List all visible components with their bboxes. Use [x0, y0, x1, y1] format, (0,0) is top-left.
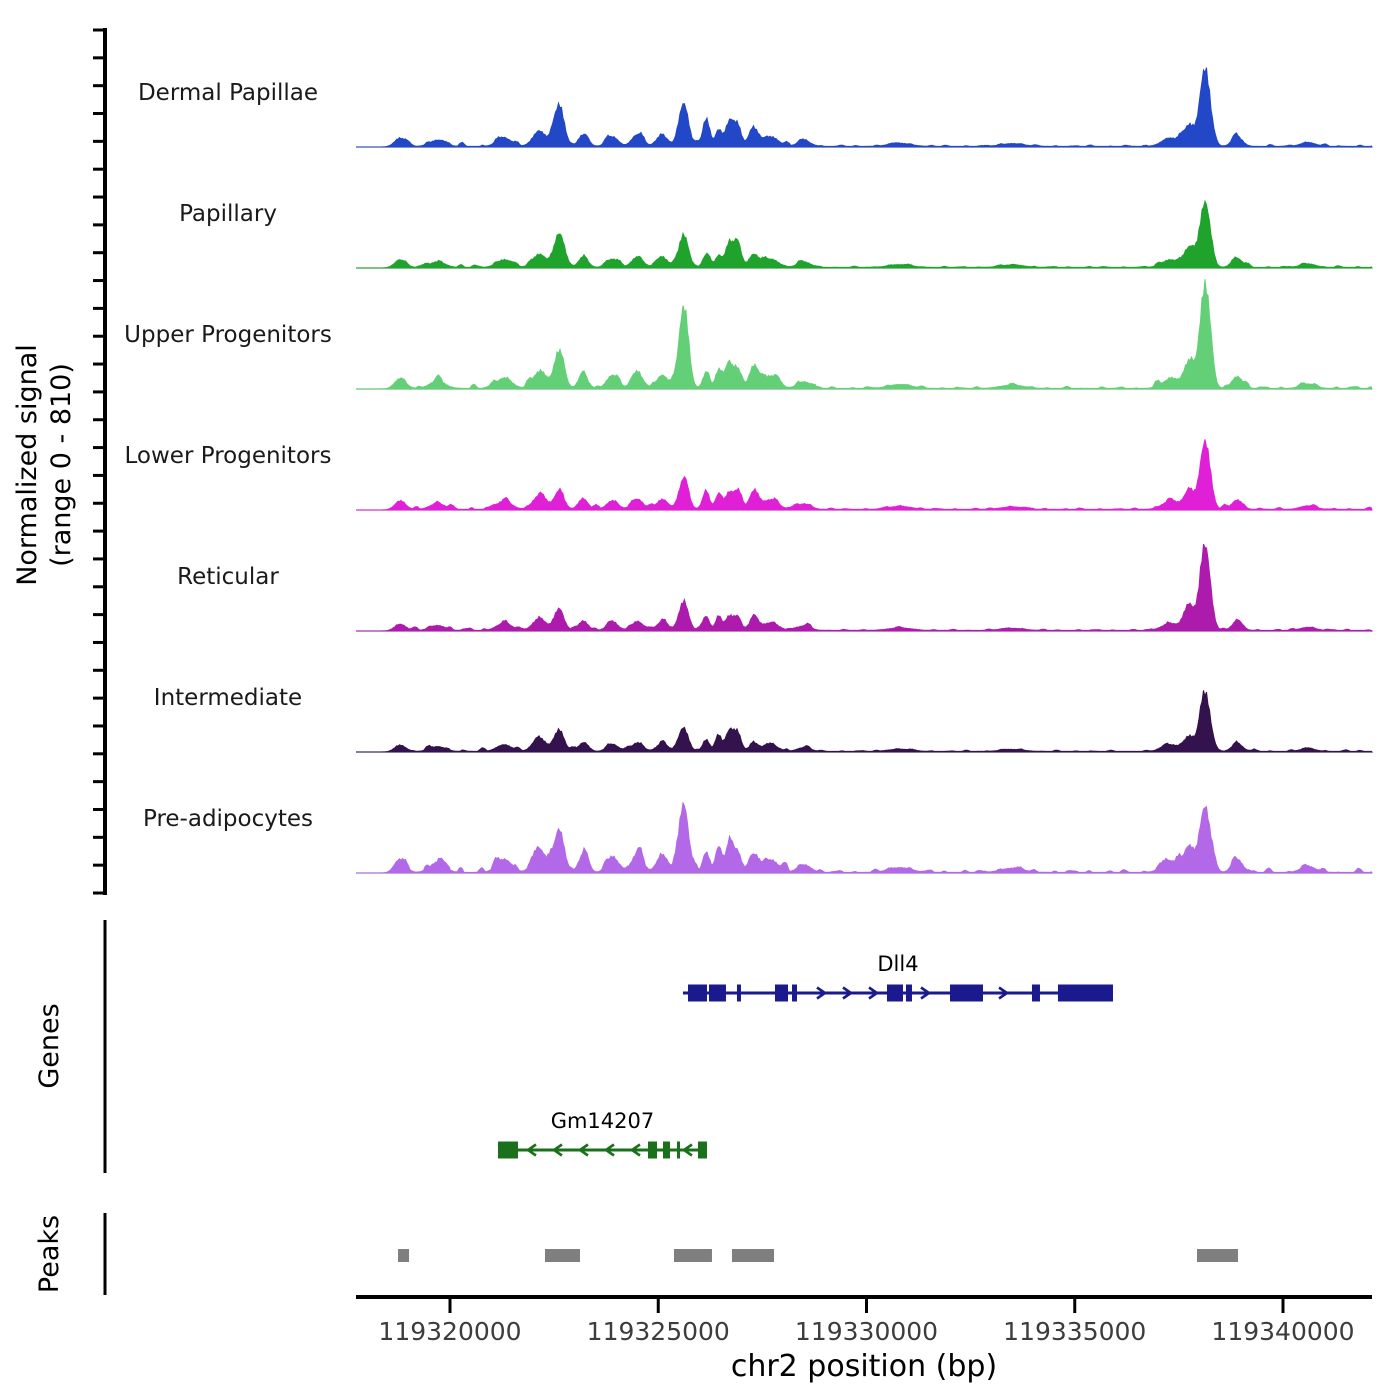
gene-exon [688, 985, 707, 1002]
gene-exon [792, 985, 797, 1002]
x-axis-tick-label: 119335000 [1003, 1317, 1147, 1346]
gene-label: Dll4 [877, 952, 919, 976]
track-label: Papillary [179, 201, 277, 227]
track-label: Dermal Papillae [137, 80, 319, 106]
x-axis-tick-label: 119340000 [1211, 1317, 1355, 1346]
peak-interval [545, 1249, 580, 1262]
gene-exon [648, 1142, 657, 1159]
gene-exon [906, 985, 912, 1002]
track-label: Upper Progenitors [124, 322, 332, 348]
track-label: Reticular [177, 564, 279, 590]
gene-exon [677, 1142, 680, 1159]
x-axis-tick-label: 119325000 [586, 1317, 730, 1346]
gene-exon [709, 985, 726, 1002]
peak-interval [674, 1249, 712, 1262]
x-axis-title: chr2 position (bp) [730, 1349, 998, 1384]
gene-exon [663, 1142, 670, 1159]
gene-exon [698, 1142, 707, 1159]
peaks-section-label: Peaks [34, 1214, 65, 1294]
gene-exon [498, 1142, 518, 1159]
y-axis-label-line2: (range 0 - 810) [46, 363, 77, 567]
x-axis-tick-label: 119320000 [378, 1317, 522, 1346]
track-label: Lower Progenitors [124, 443, 332, 469]
y-axis-label-line1: Normalized signal [12, 344, 43, 586]
gene-label: Gm14207 [550, 1109, 655, 1133]
genes-section-label: Genes [34, 1003, 65, 1089]
gene-exon [737, 985, 741, 1002]
x-axis-tick-label: 119330000 [794, 1317, 939, 1346]
peak-interval [1197, 1249, 1238, 1262]
track-label: Intermediate [153, 685, 303, 711]
gene-exon [887, 985, 903, 1002]
peak-interval [398, 1249, 409, 1262]
peak-interval [732, 1249, 774, 1262]
track-label: Pre-adipocytes [142, 806, 314, 832]
gene-exon [775, 985, 788, 1002]
gene-exon [1032, 985, 1040, 1002]
gene-exon [950, 985, 983, 1002]
gene-exon [1058, 985, 1113, 1002]
